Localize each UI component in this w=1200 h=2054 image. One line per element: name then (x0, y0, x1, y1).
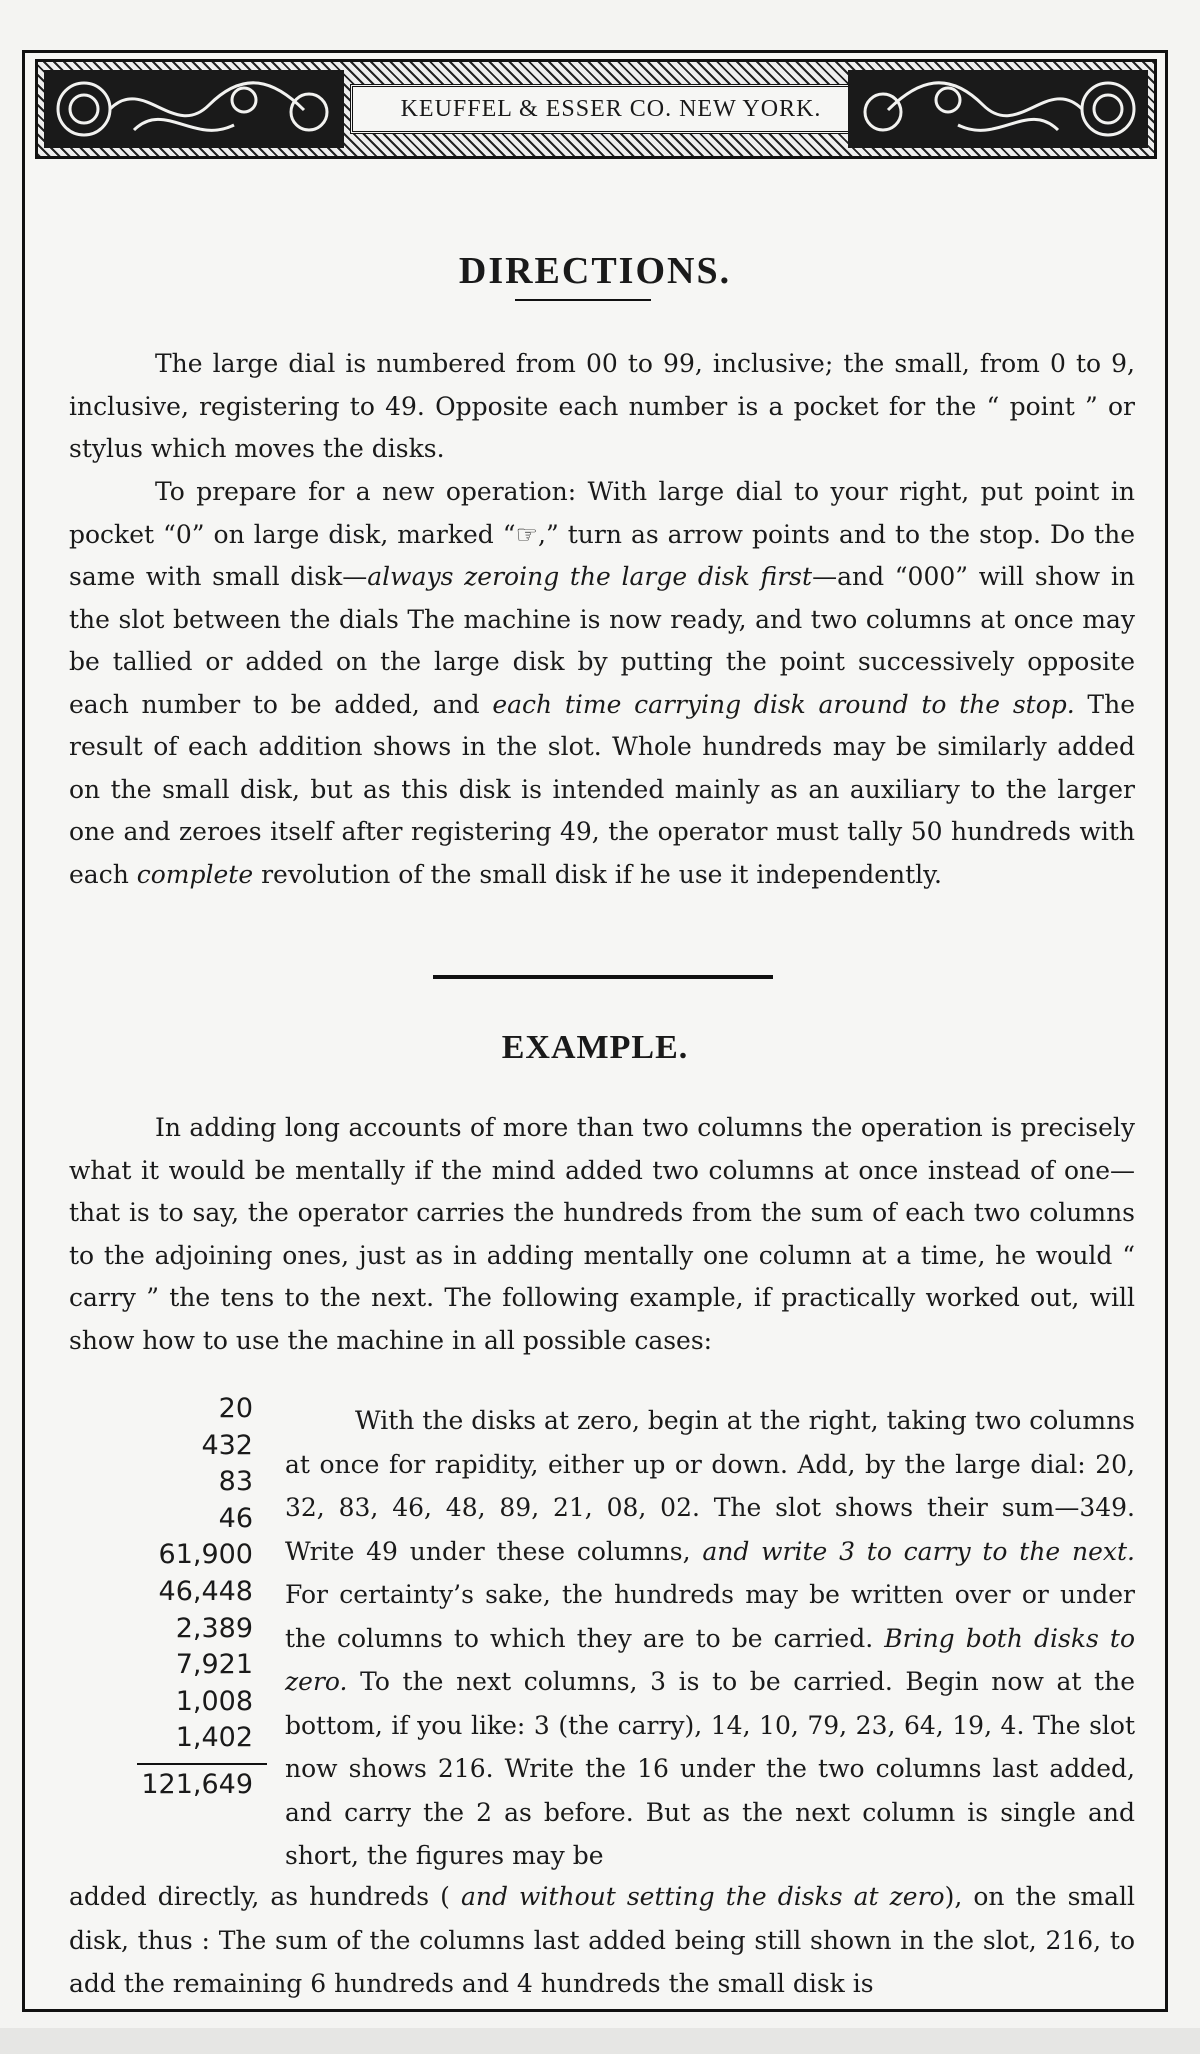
header-banner (35, 59, 1157, 159)
sum-total: 121,649 (141, 1768, 253, 1800)
addend: 432 (201, 1429, 253, 1461)
addend: 7,921 (175, 1649, 253, 1681)
addend: 61,900 (158, 1539, 253, 1571)
addend: 83 (218, 1466, 253, 1498)
scroll-ornament-right (848, 70, 1148, 148)
example-paragraph: In adding long accounts of more than two columns the operation is precisely what it would be mentally if the mind added two columns at once instead of one—that is to say, the operator carries the hundreds from the sum of each two columns to the adjoining ones, just as in adding mentally one column at a time, he would “ carry ” the tens to the next. The following example, if practically worked out, will show how to use the machine in all possible cases: (69, 1113, 1135, 1355)
addend: 20 (218, 1393, 253, 1424)
addend: 2,389 (175, 1612, 253, 1644)
divider-short (515, 299, 651, 301)
addend: 46 (218, 1502, 253, 1534)
addend: 46,448 (158, 1575, 253, 1607)
addition-column (77, 1391, 267, 1804)
example-instructions: With the disks at zero, begin at the right, taking two columns at once for rapidity, either up or down. Add, by the large dial: 20, 32, 83, 46, 48, 89, 21, 08, 02. The slot shows their sum—349. Write 49 under these columns, and write 3 to carry to the next. For certainty’s sake, the hundreds may be written over or under the columns to which they are to be carried. Bring both disks to zero. To the next columns, 3 is to be carried. Begin now at the bottom, if you like: 3 (the carry), 14, 10, 79, 23, 64, 19, 4. The slot now shows 216. Write the 16 under the two columns last added, and carry the 2 as before. But as the next column is single and short, the figures may be (285, 1406, 1135, 1870)
directions-paragraph-2: To prepare for a new operation: With large dial to your right, put point in pocket “0” on large disk, marked “☞,” turn as arrow points and to the stop. Do the same with small disk—always zeroing the large disk first—and “000” will show in the slot between the dials The machine is now ready, and two columns at once may be tallied or added on the large disk by putting the point successively opposite each number to be added, and each time carrying disk around to the stop. The result of each addition shows in the slot. Whole hundreds may be similarly added on the small disk, but as this disk is intended mainly as an auxiliary to the larger one and zeroes itself after registering 49, the operator must tally 50 hundreds with each complete revolution of the small disk if he use it independently. (69, 477, 1135, 889)
banner-label: KEUFFEL & ESSER CO. NEW YORK. (350, 84, 872, 134)
addend: 1,008 (175, 1685, 253, 1717)
document-page (22, 50, 1168, 2012)
directions-title: DIRECTIONS. (458, 250, 732, 292)
addend: 1,402 (175, 1722, 253, 1754)
scroll-ornament-left (44, 70, 344, 148)
divider-long (433, 975, 773, 979)
example-title: EXAMPLE. (501, 1029, 689, 1066)
scan-edge (0, 2028, 1200, 2054)
example-continuation: added directly, as hundreds ( and without setting the disks at zero), on the small disk, thus : The sum of the columns last added being still shown in the slot, 216, to add the remaining 6 hundreds and 4 hundreds the small disk is (69, 1882, 1135, 1998)
directions-paragraph-1: The large dial is numbered from 00 to 99, inclusive; the small, from 0 to 9, inclusive, registering to 49. Opposite each number is a pocket for the “ point ” or stylus which moves the disks. (69, 349, 1135, 463)
